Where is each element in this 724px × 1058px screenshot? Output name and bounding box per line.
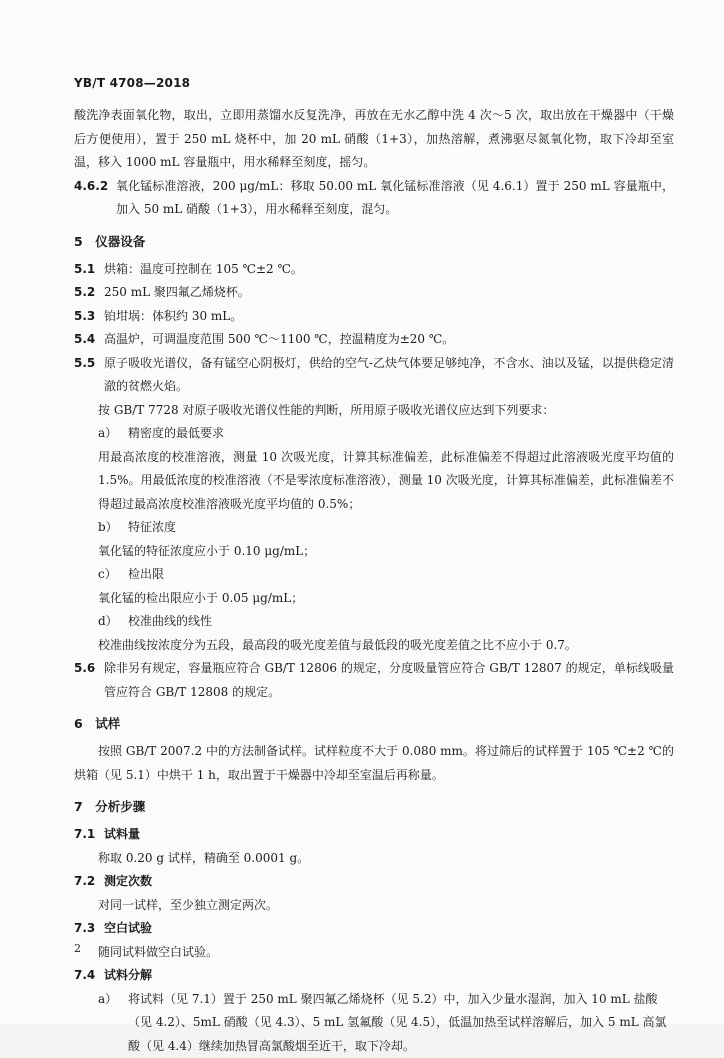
clause-5-6	[74, 657, 674, 704]
clause-number: 7.3	[74, 917, 104, 941]
clause-7-3-head	[74, 917, 674, 941]
clause-5-4	[74, 328, 674, 352]
clause-number: 5.5	[74, 352, 104, 399]
page-number: 2	[74, 942, 81, 955]
item-title: 检出限	[128, 563, 674, 587]
clause-text: 铂坩埚：体积约 30 mL。	[104, 305, 674, 329]
clause-text: 除非另有规定，容量瓶应符合 GB/T 12806 的规定，分度吸量管应符合 GB/T 12807 的规定，单标线吸量管应符合 GB/T 12808 的规定。	[104, 657, 674, 704]
clause-title: 试料量	[104, 823, 674, 847]
item-marker: a）	[98, 422, 128, 446]
requirement-d-title	[74, 610, 674, 634]
requirement-c-title	[74, 563, 674, 587]
item-title: 特征浓度	[128, 516, 674, 540]
section-6-text: 按照 GB/T 2007.2 中的方法制备试样。试样粒度不大于 0.080 mm。将过筛后的试样置于 105 ℃±2 ℃的烘箱（见 5.1）中烘干 1 h，取出置于干燥器中冷却至室温后再称量。	[74, 740, 674, 787]
requirements-intro: 按 GB/T 7728 对原子吸收光谱仪性能的判断，所用原子吸收光谱仪应达到下列要求：	[74, 399, 674, 423]
clause-number: 4.6.2	[74, 175, 116, 222]
requirement-c-body: 氧化锰的检出限应小于 0.05 μg/mL；	[74, 587, 674, 611]
clause-number: 5.3	[74, 305, 104, 329]
clause-number: 5.2	[74, 281, 104, 305]
clause-7-1-head	[74, 823, 674, 847]
requirement-b-title	[74, 516, 674, 540]
clause-number: 7.1	[74, 823, 104, 847]
clause-number: 7.2	[74, 870, 104, 894]
clause-title: 试料分解	[104, 964, 674, 988]
section-6-title: 6 试样	[74, 712, 674, 736]
clause-5-5	[74, 352, 674, 399]
section-7-title: 7 分析步骤	[74, 795, 674, 819]
clause-7-2-head	[74, 870, 674, 894]
requirement-a-body: 用最高浓度的校准溶液，测量 10 次吸光度，计算其标准偏差，此标准偏差不得超过此溶液吸光度平均值的 1.5%。用最低浓度的校准溶液（不是零浓度标准溶液），测量 10 次吸光度，计算其标准偏差，此标准偏差不得超过最高浓度校准溶液吸光度平均值的 0.5%；	[74, 446, 674, 517]
item-marker: d）	[98, 610, 128, 634]
clause-number: 7.4	[74, 964, 104, 988]
clause-text: 原子吸收光谱仪，备有锰空心阴极灯，供给的空气-乙炔气体要足够纯净，不含水、油以及锰，以提供稳定清澈的贫燃火焰。	[104, 352, 674, 399]
paragraph-continued: 酸洗净表面氧化物，取出，立即用蒸馏水反复洗净，再放在无水乙醇中洗 4 次～5 次，取出放在干燥器中（干燥后方便使用），置于 250 mL 烧杯中，加 20 mL 硝酸（1+3），加热溶解，煮沸驱尽氮氧化物，取下冷却至室温，移入 1000 mL 容量瓶中，用水稀释至刻度，摇匀。	[74, 104, 674, 175]
item-marker: a）	[98, 988, 128, 1058]
item-marker: b）	[98, 516, 128, 540]
clause-text: 氧化锰标准溶液，200 μg/mL：移取 50.00 mL 氧化锰标准溶液（见 4.6.1）置于 250 mL 容量瓶中，加入 50 mL 硝酸（1+3），用水稀释至刻度，混匀。	[116, 175, 674, 222]
clause-title: 空白试验	[104, 917, 674, 941]
section-5-title: 5 仪器设备	[74, 230, 674, 254]
item-title: 校准曲线的线性	[128, 610, 674, 634]
clause-7-1-text: 称取 0.20 g 试样，精确至 0.0001 g。	[74, 847, 674, 871]
clause-5-1	[74, 258, 674, 282]
clause-7-4-a	[74, 988, 674, 1058]
clause-title: 测定次数	[104, 870, 674, 894]
document-body	[74, 104, 674, 1058]
clause-text: 高温炉，可调温度范围 500 ℃～1100 ℃，控温精度为±20 ℃。	[104, 328, 674, 352]
clause-7-2-text: 对同一试样，至少独立测定两次。	[74, 894, 674, 918]
item-text: 将试料（见 7.1）置于 250 mL 聚四氟乙烯烧杯（见 5.2）中，加入少量水湿润，加入 10 mL 盐酸（见 4.2）、5mL 硝酸（见 4.3）、5 mL 氢氟酸（见 4.5），低温加热至试样溶解后，加入 5 mL 高氯酸（见 4.4）继续加热冒高氯酸烟至近干，取下冷却。	[128, 988, 674, 1058]
item-marker: c）	[98, 563, 128, 587]
requirement-a-title	[74, 422, 674, 446]
requirement-d-body: 校准曲线按浓度分为五段，最高段的吸光度差值与最低段的吸光度差值之比不应小于 0.7。	[74, 634, 674, 658]
clause-5-3	[74, 305, 674, 329]
clause-7-4-head	[74, 964, 674, 988]
clause-7-3-text: 随同试料做空白试验。	[74, 941, 674, 965]
clause-text: 250 mL 聚四氟乙烯烧杯。	[104, 281, 674, 305]
clause-5-2	[74, 281, 674, 305]
clause-text: 烘箱：温度可控制在 105 ℃±2 ℃。	[104, 258, 674, 282]
clause-4-6-2	[74, 175, 674, 222]
item-title: 精密度的最低要求	[128, 422, 674, 446]
requirement-b-body: 氧化锰的特征浓度应小于 0.10 μg/mL；	[74, 540, 674, 564]
clause-number: 5.6	[74, 657, 104, 704]
doc-header: YB/T 4708—2018	[74, 76, 190, 90]
clause-number: 5.1	[74, 258, 104, 282]
clause-number: 5.4	[74, 328, 104, 352]
